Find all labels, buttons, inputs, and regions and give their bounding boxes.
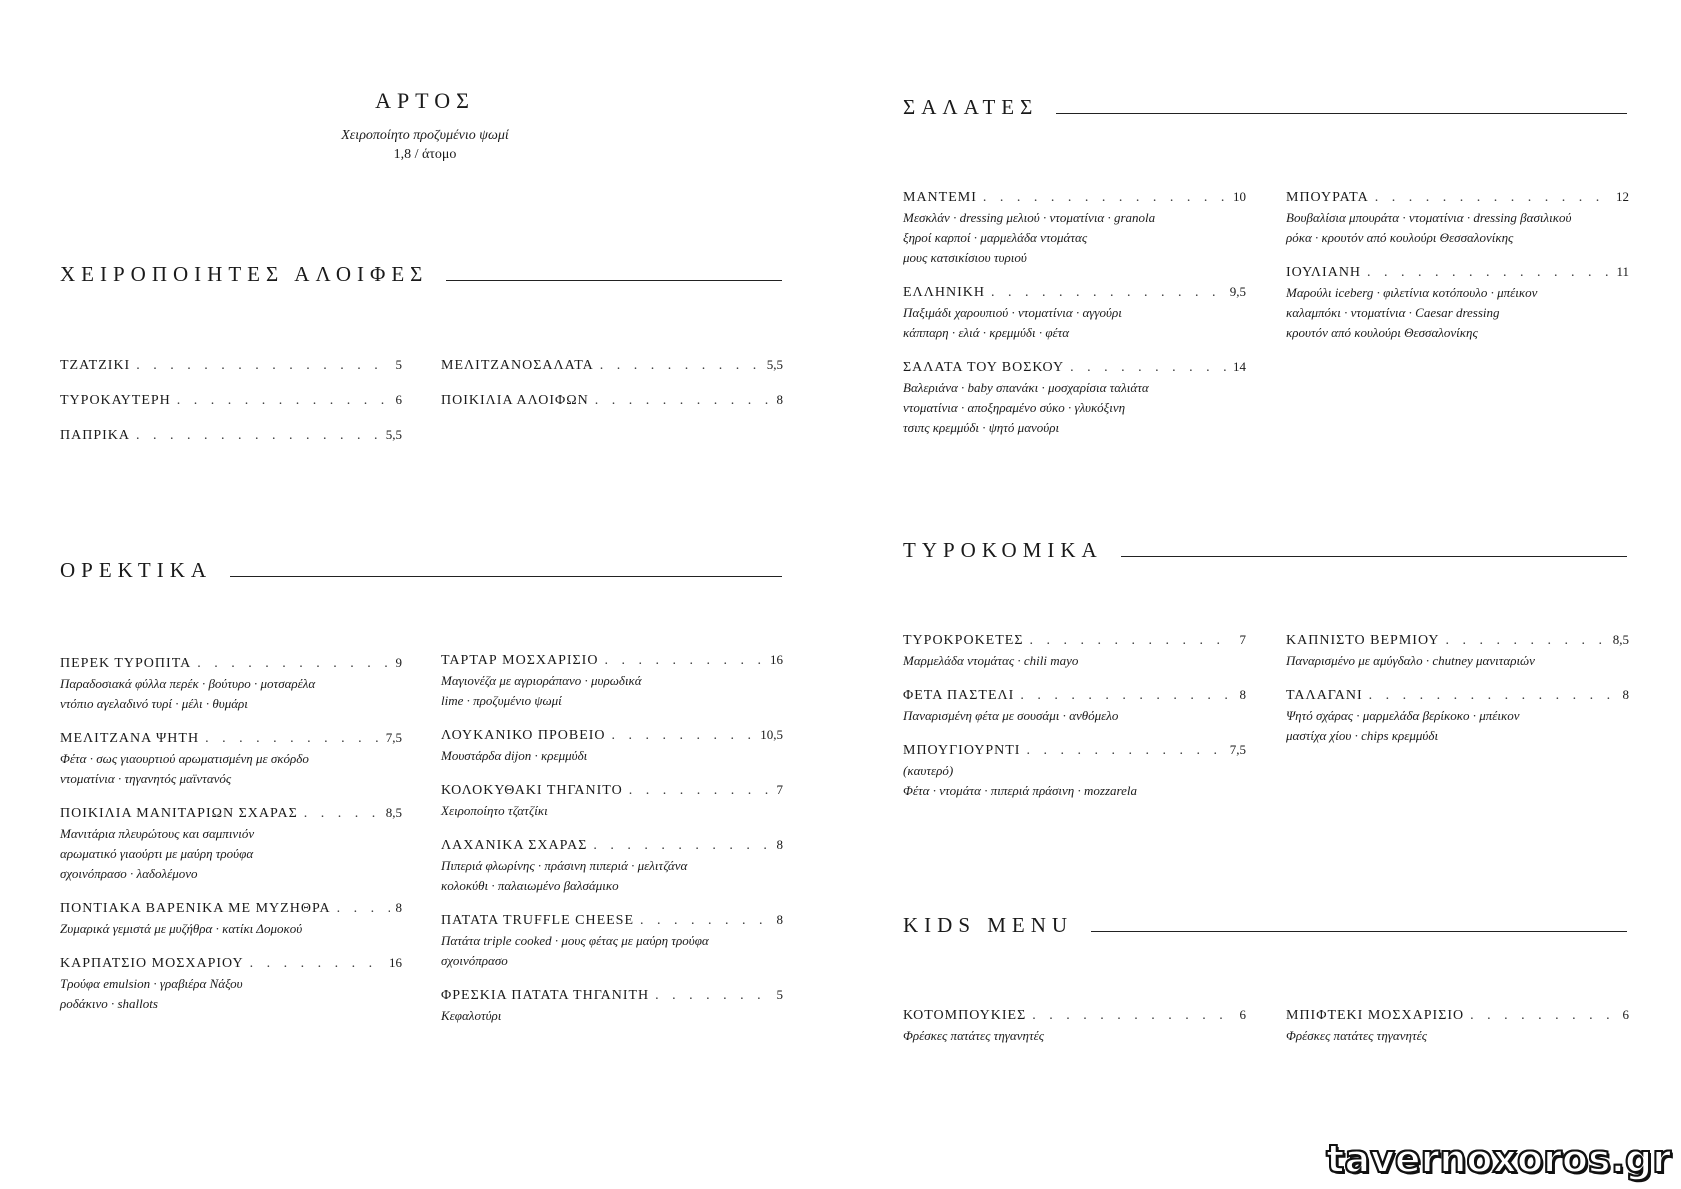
- menu-item: [60, 390, 402, 411]
- menu-item-line: [903, 740, 1246, 761]
- menu-item-name: ΜΕΛΙΤΖΑΝΟΣΑΛΑΤΑ: [441, 358, 594, 373]
- description-line: κολοκύθι · παλαιωμένο βαλσάμικο: [441, 878, 619, 893]
- menu-item-line: [903, 282, 1246, 303]
- menu-item: [903, 357, 1246, 438]
- menu-item-description: [1286, 651, 1629, 671]
- menu-item-line: [903, 357, 1246, 378]
- menu-item-price: 8: [776, 912, 783, 927]
- dot-leader: [1367, 263, 1610, 283]
- menu-item-price: 16: [770, 652, 783, 667]
- menu-item-price: 7: [1239, 632, 1246, 647]
- menu-item-line: [903, 630, 1246, 651]
- dot-leader: [1026, 741, 1223, 761]
- menu-item-line: [60, 803, 402, 824]
- menu-item-name: ΠΟΝΤΙΑΚΑ ΒΑΡΕΝΙΚΑ ΜΕ ΜΥΖΗΘΡΑ: [60, 901, 331, 916]
- orektika-rule: [230, 576, 782, 577]
- tyrokomika-header: [903, 538, 1627, 562]
- description-line: σχοινόπρασο · λαδολέμονο: [60, 866, 198, 881]
- description-line: κρουτόν από κουλούρι Θεσσαλονίκης: [1286, 325, 1478, 340]
- aloifes-rule: [446, 280, 782, 281]
- description-line: Τρούφα emulsion · γραβιέρα Νάξου: [60, 976, 243, 991]
- dot-leader: [604, 651, 764, 671]
- menu-item-name: ΙΟΥΛΙΑΝΗ: [1286, 265, 1362, 280]
- description-line: ντόπιο αγελαδινό τυρί · μέλι · θυμάρι: [60, 696, 248, 711]
- menu-item-price: 7,5: [1229, 742, 1246, 757]
- menu-item-price: 5: [776, 987, 783, 1002]
- menu-item-description: [1286, 1026, 1629, 1046]
- dot-leader: [337, 899, 390, 919]
- description-line: Φέτα · σως γιαουρτιού αρωματισμένη με σκόρδο: [60, 751, 309, 766]
- menu-item-name: ΤΑΛΑΓΑΝΙ: [1286, 688, 1363, 703]
- menu-item: [1286, 262, 1629, 343]
- menu-item-description: [1286, 283, 1629, 343]
- orektika-header: [60, 558, 782, 582]
- menu-item-line: [1286, 1005, 1629, 1026]
- kids-rule: [1091, 931, 1627, 932]
- menu-item: [441, 390, 783, 411]
- dot-leader: [1470, 1006, 1616, 1026]
- description-line: Μαρούλι iceberg · φιλετίνια κοτόπουλο · μπέικον: [1286, 285, 1538, 300]
- description-line: Κεφαλοτύρι: [441, 1008, 502, 1023]
- aloifes-header: [60, 262, 782, 286]
- menu-item: [60, 803, 402, 884]
- description-line: αρωματικό γιαούρτι με μαύρη τρούφα: [60, 846, 254, 861]
- dot-leader: [1029, 631, 1233, 651]
- menu-item: [903, 630, 1246, 671]
- dot-leader: [304, 804, 380, 824]
- menu-item-price: 8,5: [1612, 632, 1629, 647]
- aloifes-right-column: [441, 355, 783, 425]
- description-line: Παξιμάδι χαρουπιού · ντοματίνια · αγγούρι: [903, 305, 1122, 320]
- description-line: Μουστάρδα dijon · κρεμμύδι: [441, 748, 588, 763]
- menu-item-description: [903, 1026, 1246, 1046]
- menu-item-line: [1286, 685, 1629, 706]
- menu-item: [441, 835, 783, 896]
- salates-title: ΣΑΛΑΤΕΣ: [903, 95, 1039, 119]
- menu-item-name: ΦΕΤΑ ΠΑΣΤΕΛΙ: [903, 688, 1015, 703]
- menu-item-name: ΚΑΠΝΙΣΤΟ ΒΕΡΜΙΟΥ: [1286, 633, 1440, 648]
- menu-item-line: [441, 355, 783, 376]
- artos-subtitle: Χειροποίητο προζυμένιο ψωμί: [341, 128, 509, 143]
- menu-item: [60, 355, 402, 376]
- menu-item-line: [441, 910, 783, 931]
- description-line: μους κατσικίσιου τυριού: [903, 250, 1027, 265]
- menu-item: [903, 685, 1246, 726]
- menu-item: [1286, 630, 1629, 671]
- menu-item-note: (καυτερό): [903, 763, 954, 778]
- menu-item-line: [60, 390, 402, 411]
- menu-item-description: [441, 801, 783, 821]
- menu-item: [1286, 1005, 1629, 1046]
- description-line: Παραδοσιακά φύλλα περέκ · βούτυρο · μοτσαρέλα: [60, 676, 316, 691]
- menu-item-line: [1286, 262, 1629, 283]
- menu-item-price: 11: [1616, 264, 1629, 279]
- description-line: Πατάτα triple cooked · μους φέτας με μαύρη τρούφα: [441, 933, 709, 948]
- menu-item-price: 6: [395, 392, 402, 407]
- menu-item-name: ΛΑΧΑΝΙΚΑ ΣΧΑΡΑΣ: [441, 838, 588, 853]
- menu-item-price: 8: [1239, 687, 1246, 702]
- description-line: Μαρμελάδα ντομάτας · chili mayo: [903, 653, 1079, 668]
- dot-leader: [612, 726, 755, 746]
- menu-item: [441, 355, 783, 376]
- menu-item: [60, 653, 402, 714]
- dot-leader: [136, 426, 380, 446]
- menu-item-description: [60, 824, 402, 884]
- menu-item-price: 8,5: [385, 805, 402, 820]
- menu-item-line: [903, 1005, 1246, 1026]
- description-line: Χειροποίητο τζατζίκι: [441, 803, 548, 818]
- menu-item-line: [60, 355, 402, 376]
- menu-item-name: ΣΑΛΑΤΑ ΤΟΥ ΒΟΣΚΟΥ: [903, 360, 1065, 375]
- menu-item-price: 7,5: [385, 730, 402, 745]
- orektika-title: ΟΡΕΚΤΙΚΑ: [60, 558, 213, 582]
- dot-leader: [1375, 188, 1610, 208]
- salates-header: [903, 95, 1627, 119]
- menu-item-name: ΤΑΡΤΑΡ ΜΟΣΧΑΡΙΣΙΟ: [441, 653, 599, 668]
- menu-item-name: ΠΟΙΚΙΛΙΑ ΜΑΝΙΤΑΡΙΩΝ ΣΧΑΡΑΣ: [60, 806, 298, 821]
- menu-item-price: 9,5: [1229, 284, 1246, 299]
- dot-leader: [655, 986, 770, 1006]
- dot-leader: [593, 836, 770, 856]
- menu-item-line: [60, 425, 402, 446]
- menu-item-name: ΦΡΕΣΚΙΑ ΠΑΤΑΤΑ ΤΗΓΑΝΙΤΗ: [441, 988, 650, 1003]
- salates-right-column: [1286, 187, 1629, 357]
- description-line: Μεσκλάν · dressing μελιού · ντοματίνια · granola: [903, 210, 1156, 225]
- dot-leader: [177, 391, 390, 411]
- menu-item-line: [441, 985, 783, 1006]
- menu-item-name: ΤΥΡΟΚΡΟΚΕΤΕΣ: [903, 633, 1024, 648]
- menu-item: [60, 953, 402, 1014]
- description-line: Μανιτάρια πλευρώτους και σαμπινιόν: [60, 826, 255, 841]
- description-line: σχοινόπρασο: [441, 953, 508, 968]
- menu-item: [60, 425, 402, 446]
- menu-item-name: ΠΑΠΡΙΚΑ: [60, 428, 130, 443]
- dot-leader: [983, 188, 1227, 208]
- menu-item: [441, 650, 783, 711]
- menu-item-description: [60, 674, 402, 714]
- dot-leader: [136, 356, 389, 376]
- menu-item-price: 7: [776, 782, 783, 797]
- menu-item-price: 9: [395, 655, 402, 670]
- menu-item-description: [903, 303, 1246, 343]
- kids-left-column: [903, 1005, 1246, 1060]
- dot-leader: [595, 391, 771, 411]
- description-line: Παναρισμένη φέτα με σουσάμι · ανθόμελο: [903, 708, 1119, 723]
- menu-item-description: [441, 746, 783, 766]
- menu-item: [60, 728, 402, 789]
- menu-item-description: [903, 208, 1246, 268]
- menu-item: [903, 187, 1246, 268]
- aloifes-title: ΧΕΙΡΟΠΟΙΗΤΕΣ ΑΛΟΙΦΕΣ: [60, 262, 429, 286]
- description-line: Φέτα · ντομάτα · πιπεριά πράσινη · mozzarela: [903, 783, 1137, 798]
- menu-item-description: [1286, 706, 1629, 746]
- menu-item-price: 12: [1616, 189, 1629, 204]
- menu-item-name: ΜΠΟΥΓΙΟΥΡΝΤΙ: [903, 743, 1021, 758]
- dot-leader: [1445, 631, 1606, 651]
- menu-item-name: ΛΟΥΚΑΝΙΚΟ ΠΡΟΒΕΙΟ: [441, 728, 606, 743]
- menu-item-price: 8: [1622, 687, 1629, 702]
- menu-item-price: 8: [776, 392, 783, 407]
- kids-header: [903, 913, 1627, 937]
- menu-item-price: 10: [1233, 189, 1246, 204]
- description-line: κάππαρη · ελιά · κρεμμύδι · φέτα: [903, 325, 1070, 340]
- menu-item-price: 5,5: [766, 357, 783, 372]
- menu-item-line: [60, 728, 402, 749]
- description-line: Φρέσκες πατάτες τηγανητές: [903, 1028, 1044, 1043]
- description-line: Παναρισμένο με αμύγδαλο · chutney μανιταριών: [1286, 653, 1535, 668]
- menu-item-name: ΜΑΝΤΕΜΙ: [903, 190, 977, 205]
- salates-left-column: [903, 187, 1246, 452]
- menu-item: [441, 985, 783, 1026]
- menu-item-line: [60, 898, 402, 919]
- menu-item-line: [1286, 630, 1629, 651]
- menu-item-description: [60, 749, 402, 789]
- menu-item: [1286, 187, 1629, 248]
- menu-item-name: ΚΟΤΟΜΠΟΥΚΙΕΣ: [903, 1008, 1027, 1023]
- menu-item-description: [441, 931, 783, 971]
- artos-block: [260, 88, 590, 164]
- menu-item-description: [60, 974, 402, 1014]
- description-line: Ψητό σχάρας · μαρμελάδα βερίκοκο · μπέικον: [1286, 708, 1520, 723]
- menu-item-line: [441, 780, 783, 801]
- kids-title: KIDS MENU: [903, 913, 1074, 937]
- menu-item-name: ΜΠΟΥΡΑΤΑ: [1286, 190, 1369, 205]
- orektika-left-column: [60, 653, 402, 1028]
- dot-leader: [1369, 686, 1617, 706]
- menu-item-line: [441, 725, 783, 746]
- menu-item-line: [441, 835, 783, 856]
- menu-item-description: [903, 706, 1246, 726]
- tyrokomika-left-column: [903, 630, 1246, 815]
- dot-leader: [205, 729, 380, 749]
- kids-right-column: [1286, 1005, 1629, 1060]
- menu-item-description: [903, 781, 1246, 801]
- menu-item-description: [441, 856, 783, 896]
- menu-item-price: 6: [1622, 1007, 1629, 1022]
- menu-item: [60, 898, 402, 939]
- dot-leader: [1070, 358, 1227, 378]
- description-line: Βουβαλίσια μπουράτα · ντοματίνια · dressing βασιλικού: [1286, 210, 1572, 225]
- menu-item: [441, 780, 783, 821]
- menu-item-line: [441, 390, 783, 411]
- dot-leader: [600, 356, 761, 376]
- description-line: ροδάκινο · shallots: [60, 996, 158, 1011]
- description-line: Βαλεριάνα · baby σπανάκι · μοσχαρίσια ταλιάτα: [903, 380, 1149, 395]
- artos-price: 1,8 / άτομο: [393, 147, 457, 162]
- description-line: ντοματίνια · αποξηραμένο σύκο · γλυκόξινη: [903, 400, 1126, 415]
- menu-item-name: ΤΥΡΟΚΑΥΤΕΡΗ: [60, 393, 171, 408]
- dot-leader: [197, 654, 389, 674]
- menu-item: [903, 282, 1246, 343]
- orektika-right-column: [441, 650, 783, 1040]
- menu-item-line: [903, 685, 1246, 706]
- menu-item-price: 16: [389, 955, 402, 970]
- menu-item-line: [441, 650, 783, 671]
- menu-item-name: ΠΟΙΚΙΛΙΑ ΑΛΟΙΦΩΝ: [441, 393, 589, 408]
- description-line: Φρέσκες πατάτες τηγανητές: [1286, 1028, 1427, 1043]
- tyrokomika-right-column: [1286, 630, 1629, 760]
- tyrokomika-title: ΤΥΡΟΚΟΜΙΚΑ: [903, 538, 1103, 562]
- menu-item-name: ΠΕΡΕΚ ΤΥΡΟΠΙΤΑ: [60, 656, 192, 671]
- menu-item-price: 5,5: [385, 427, 402, 442]
- menu-item: [1286, 685, 1629, 746]
- description-line: ρόκα · κρουτόν από κουλούρι Θεσσαλονίκης: [1286, 230, 1514, 245]
- description-line: lime · προζυμένιο ψωμί: [441, 693, 562, 708]
- menu-item-description: [441, 1006, 783, 1026]
- salates-rule: [1056, 113, 1627, 114]
- menu-item-name: ΚΑΡΠΑΤΣΙΟ ΜΟΣΧΑΡΙΟΥ: [60, 956, 244, 971]
- menu-item-name: ΕΛΛΗΝΙΚΗ: [903, 285, 985, 300]
- menu-item-description: [60, 919, 402, 939]
- description-line: ξηροί καρποί · μαρμελάδα ντομάτας: [903, 230, 1088, 245]
- dot-leader: [991, 283, 1224, 303]
- dot-leader: [250, 954, 383, 974]
- menu-item-name: ΠΑΤΑΤΑ TRUFFLE CHEESE: [441, 913, 635, 928]
- menu-item-price: 6: [1239, 1007, 1246, 1022]
- menu-item: [903, 740, 1246, 801]
- artos-title: ΑΡΤΟΣ: [375, 88, 475, 113]
- dot-leader: [1032, 1006, 1233, 1026]
- dot-leader: [629, 781, 771, 801]
- description-line: Ζυμαρικά γεμιστά με μυζήθρα · κατίκι Δομοκού: [60, 921, 303, 936]
- description-line: τσιπς κρεμμύδι · ψητό μανούρι: [903, 420, 1060, 435]
- menu-item-price: 8: [395, 900, 402, 915]
- description-line: ντοματίνια · τηγανητός μαϊντανός: [60, 771, 232, 786]
- menu-item-name: ΤΖΑΤΖΙΚΙ: [60, 358, 131, 373]
- menu-item: [441, 910, 783, 971]
- menu-item-name: ΜΕΛΙΤΖΑΝΑ ΨΗΤΗ: [60, 731, 200, 746]
- menu-item-line: [1286, 187, 1629, 208]
- menu-item-price: 14: [1233, 359, 1246, 374]
- aloifes-left-column: [60, 355, 402, 460]
- tyrokomika-rule: [1121, 556, 1627, 557]
- menu-item-description: [903, 378, 1246, 438]
- menu-item-price: 8: [776, 837, 783, 852]
- menu-item-price: 5: [395, 357, 402, 372]
- dot-leader: [1020, 686, 1233, 706]
- description-line: Πιπεριά φλωρίνης · πράσινη πιπεριά · μελιτζάνα: [441, 858, 688, 873]
- watermark-logo: tavernoxoros.gr: [1326, 1137, 1671, 1181]
- menu-item-price: 10,5: [760, 727, 783, 742]
- menu-item-line: [60, 653, 402, 674]
- menu-item: [441, 725, 783, 766]
- menu-item-name: ΜΠΙΦΤΕΚΙ ΜΟΣΧΑΡΙΣΙΟ: [1286, 1008, 1465, 1023]
- menu-item: [903, 1005, 1246, 1046]
- menu-item-line: [60, 953, 402, 974]
- description-line: μαστίχα χίου · chips κρεμμύδι: [1286, 728, 1439, 743]
- description-line: Μαγιονέζα με αγριοράπανο · μυρωδικά: [441, 673, 642, 688]
- menu-item-description: [441, 671, 783, 711]
- menu-item-name: ΚΟΛΟΚΥΘΑΚΙ ΤΗΓΑΝΙΤΟ: [441, 783, 623, 798]
- dot-leader: [640, 911, 770, 931]
- menu-item-line: [903, 187, 1246, 208]
- menu-item-description: [1286, 208, 1629, 248]
- menu-item-description: [903, 651, 1246, 671]
- description-line: καλαμπόκι · ντοματίνια · Caesar dressing: [1286, 305, 1500, 320]
